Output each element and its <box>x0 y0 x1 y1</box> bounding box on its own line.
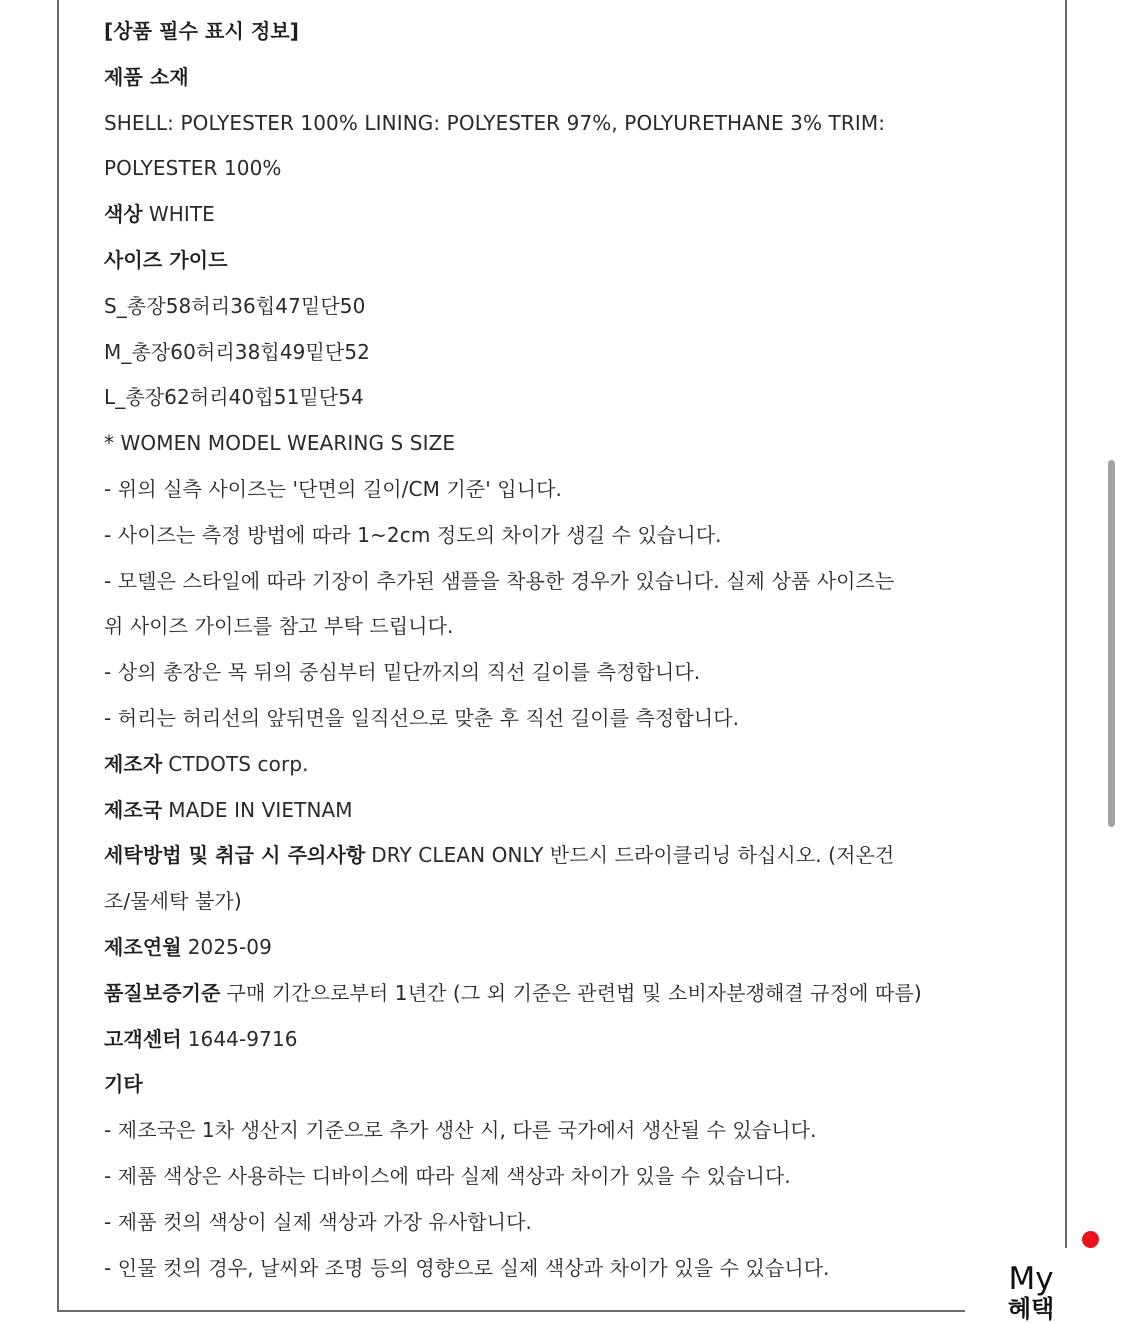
manufacture-date-row <box>104 925 1034 971</box>
model-note: * WOMEN MODEL WEARING S SIZE <box>104 431 456 456</box>
size-row-s: S_총장58허리36힙47밑단50 <box>104 293 366 318</box>
country-value: MADE IN VIETNAM <box>168 797 353 822</box>
notification-dot-icon <box>1082 1231 1099 1248</box>
care-value: DRY CLEAN ONLY 반드시 드라이클리닝 하십시오. (저온건 <box>371 843 895 868</box>
size-note: 위 사이즈 가이드를 참고 부탁 드립니다. <box>104 614 454 639</box>
warranty-value: 구매 기간으로부터 1년간 (그 외 기준은 관련법 및 소비자분쟁해결 규정에 따름) <box>226 980 922 1005</box>
size-note: - 상의 총장은 목 뒤의 중심부터 밑단까지의 직선 길이를 측정합니다. <box>104 660 701 685</box>
size-note: - 사이즈는 측정 방법에 따라 1~2cm 정도의 차이가 생길 수 있습니다. <box>104 522 722 547</box>
size-row-m: M_총장60허리38힙49밑단52 <box>104 339 370 364</box>
manufacturer-value: CTDOTS corp. <box>168 751 309 776</box>
scrollbar-thumb[interactable] <box>1108 460 1115 827</box>
manufacturer-label: 제조자 <box>104 751 163 776</box>
material-line: POLYESTER 100% <box>104 156 282 181</box>
etc-heading: 기타 <box>104 1072 143 1097</box>
etc-note: - 제품 색상은 사용하는 디바이스에 따라 실제 색상과 차이가 있을 수 있습니다. <box>104 1163 791 1188</box>
care-row <box>104 833 1034 879</box>
customer-center-row <box>104 1017 1034 1063</box>
size-note: - 모델은 스타일에 따라 기장이 추가된 샘플을 착용한 경우가 있습니다. 실제 상품 사이즈는 <box>104 568 895 593</box>
etc-note: - 인물 컷의 경우, 날씨와 조명 등의 영향으로 실제 색상과 차이가 있을 수 있습니다. <box>104 1255 830 1280</box>
material-line: SHELL: POLYESTER 100% LINING: POLYESTER 97%, POLYURETHANE 3% TRIM: <box>104 110 886 135</box>
my-benefit-label-line2: 혜택 <box>1007 1295 1055 1323</box>
warranty-label: 품질보증기준 <box>104 980 221 1005</box>
my-benefit-label-line1: My <box>1008 1261 1054 1297</box>
manufacturer-row <box>104 742 1034 788</box>
section-title: [상품 필수 표시 정보] <box>104 19 300 43</box>
customer-center-phone: 1644-9716 <box>187 1026 298 1051</box>
color-value: WHITE <box>148 202 215 227</box>
country-row <box>104 788 1034 834</box>
warranty-row <box>104 971 1034 1017</box>
manufacture-date-value: 2025-09 <box>187 934 272 959</box>
customer-center-label: 고객센터 <box>104 1026 182 1051</box>
info-box-right-border <box>1065 0 1067 1248</box>
size-note: - 허리는 허리선의 앞뒤면을 일직선으로 맞춘 후 직선 길이를 측정합니다. <box>104 705 740 730</box>
manufacture-date-label: 제조연월 <box>104 934 182 959</box>
my-benefit-button[interactable] <box>996 1261 1066 1323</box>
size-note: - 위의 실측 사이즈는 '단면의 길이/CM 기준' 입니다. <box>104 476 562 501</box>
care-value-continued: 조/물세탁 불가) <box>104 889 242 914</box>
care-label: 세탁방법 및 취급 시 주의사항 <box>104 843 366 868</box>
country-label: 제조국 <box>104 797 163 822</box>
material-heading: 제품 소재 <box>104 64 189 89</box>
etc-note: - 제품 컷의 색상이 실제 색상과 가장 유사합니다. <box>104 1209 532 1234</box>
size-guide-heading: 사이즈 가이드 <box>104 247 228 272</box>
color-label: 색상 <box>104 202 143 227</box>
product-info-content <box>104 9 1034 1291</box>
etc-note: - 제조국은 1차 생산지 기준으로 추가 생산 시, 다른 국가에서 생산될 수 있습니다. <box>104 1118 817 1143</box>
size-row-l: L_총장62허리40힙51밑단54 <box>104 385 364 410</box>
color-row <box>104 192 1034 238</box>
